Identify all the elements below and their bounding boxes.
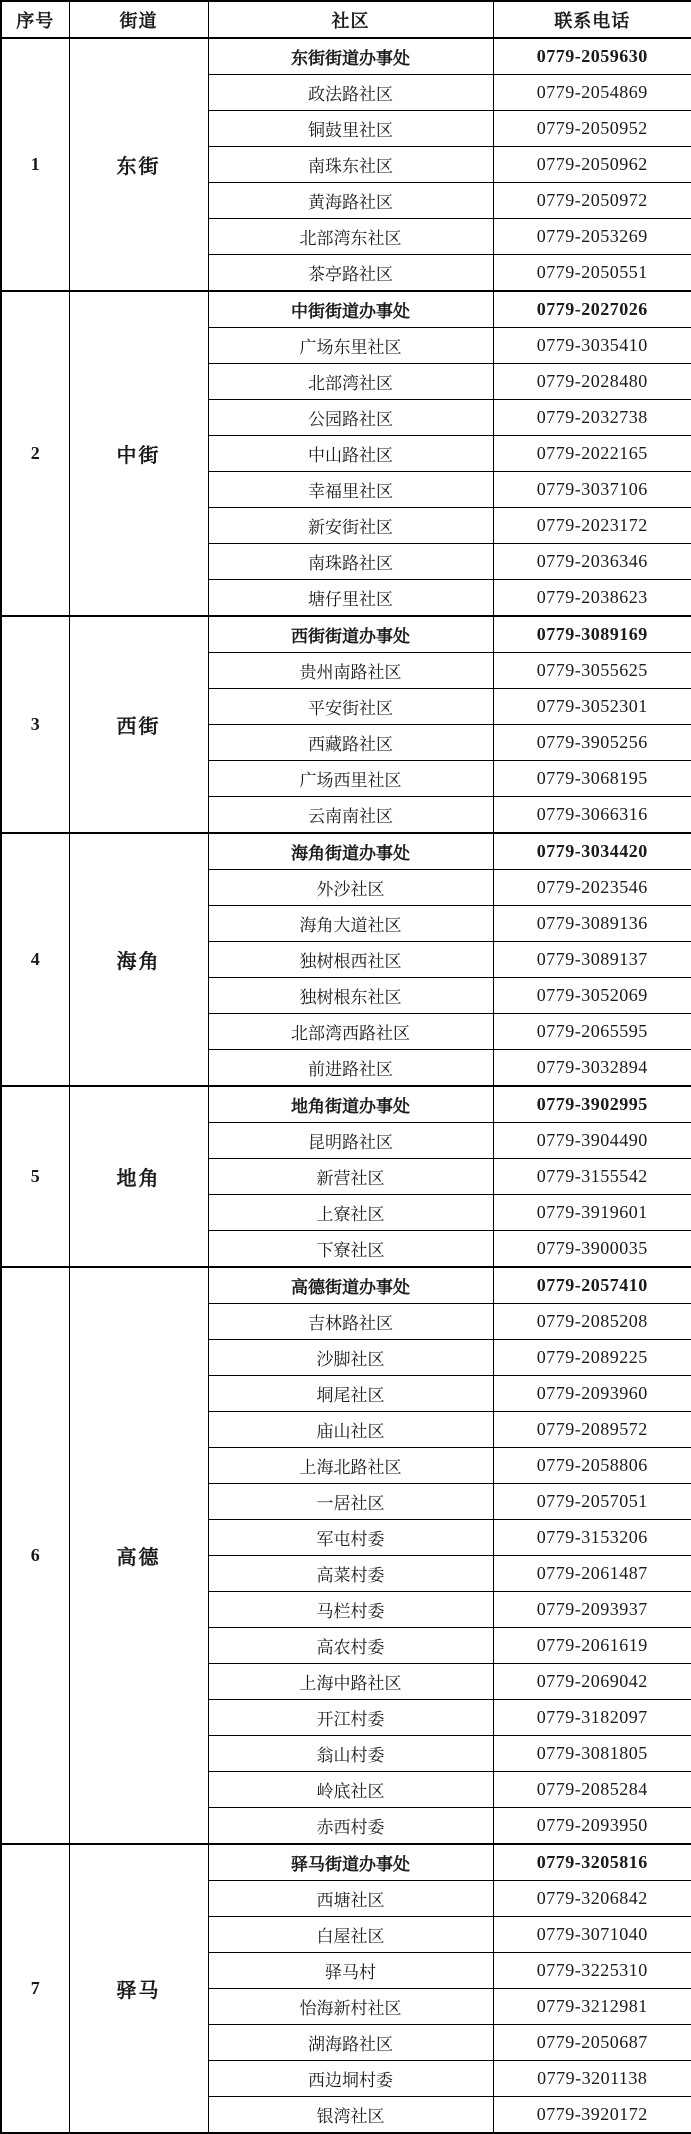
phone-number: 0779-3037106 <box>493 472 691 508</box>
phone-number: 0779-3068195 <box>493 761 691 797</box>
community-name: 广场东里社区 <box>208 328 493 364</box>
phone-number: 0779-2023546 <box>493 870 691 906</box>
column-header-phone: 联系电话 <box>493 1 691 38</box>
phone-number: 0779-2050972 <box>493 183 691 219</box>
phone-number: 0779-2093960 <box>493 1376 691 1412</box>
community-name: 新营社区 <box>208 1159 493 1195</box>
group-index-number: 3 <box>1 616 69 833</box>
community-name: 云南南社区 <box>208 797 493 834</box>
community-name: 独树根东社区 <box>208 978 493 1014</box>
community-name: 茶亭路社区 <box>208 255 493 292</box>
community-name: 庙山社区 <box>208 1412 493 1448</box>
community-name: 翁山村委 <box>208 1736 493 1772</box>
office-name: 中街街道办事处 <box>208 291 493 328</box>
office-row <box>1 1844 691 1881</box>
community-name: 一居社区 <box>208 1484 493 1520</box>
column-header-index: 序号 <box>1 1 69 38</box>
community-name: 下寮社区 <box>208 1231 493 1268</box>
phone-number: 0779-3052069 <box>493 978 691 1014</box>
community-name: 南珠路社区 <box>208 544 493 580</box>
phone-number: 0779-3153206 <box>493 1520 691 1556</box>
phone-number: 0779-3182097 <box>493 1700 691 1736</box>
community-name: 吉林路社区 <box>208 1304 493 1340</box>
community-name: 幸福里社区 <box>208 472 493 508</box>
phone-number: 0779-2059630 <box>493 38 691 75</box>
phone-number: 0779-2089572 <box>493 1412 691 1448</box>
street-name: 中街 <box>69 291 208 616</box>
community-name: 上寮社区 <box>208 1195 493 1231</box>
street-name: 海角 <box>69 833 208 1086</box>
group-index-number: 7 <box>1 1844 69 2133</box>
street-name: 高德 <box>69 1267 208 1844</box>
office-name: 高德街道办事处 <box>208 1267 493 1304</box>
community-name: 黄海路社区 <box>208 183 493 219</box>
column-header-street: 街道 <box>69 1 208 38</box>
office-row <box>1 616 691 653</box>
phone-number: 0779-3071040 <box>493 1917 691 1953</box>
phone-number: 0779-2093937 <box>493 1592 691 1628</box>
community-name: 公园路社区 <box>208 400 493 436</box>
phone-number: 0779-2050962 <box>493 147 691 183</box>
phone-number: 0779-2069042 <box>493 1664 691 1700</box>
street-name: 东街 <box>69 38 208 291</box>
community-name: 驿马村 <box>208 1953 493 1989</box>
office-name: 东街街道办事处 <box>208 38 493 75</box>
phone-number: 0779-3052301 <box>493 689 691 725</box>
phone-number: 0779-2023172 <box>493 508 691 544</box>
community-name: 上海北路社区 <box>208 1448 493 1484</box>
phone-number: 0779-3034420 <box>493 833 691 870</box>
office-row <box>1 1086 691 1123</box>
office-row <box>1 291 691 328</box>
community-name: 怡海新村社区 <box>208 1989 493 2025</box>
community-name: 铜鼓里社区 <box>208 111 493 147</box>
office-name: 海角街道办事处 <box>208 833 493 870</box>
office-row <box>1 38 691 75</box>
phone-number: 0779-3212981 <box>493 1989 691 2025</box>
phone-number: 0779-2038623 <box>493 580 691 617</box>
phone-number: 0779-2050687 <box>493 2025 691 2061</box>
community-name: 政法路社区 <box>208 75 493 111</box>
phone-number: 0779-2054869 <box>493 75 691 111</box>
community-name: 高菜村委 <box>208 1556 493 1592</box>
community-name: 新安街社区 <box>208 508 493 544</box>
community-name: 海角大道社区 <box>208 906 493 942</box>
phone-number: 0779-2061487 <box>493 1556 691 1592</box>
phone-number: 0779-3205816 <box>493 1844 691 1881</box>
table-body <box>1 38 691 2133</box>
community-name: 昆明路社区 <box>208 1123 493 1159</box>
phone-number: 0779-2058806 <box>493 1448 691 1484</box>
phone-number: 0779-2028480 <box>493 364 691 400</box>
phone-number: 0779-3206842 <box>493 1881 691 1917</box>
group-index-number: 5 <box>1 1086 69 1267</box>
group-index-number: 2 <box>1 291 69 616</box>
office-name: 驿马街道办事处 <box>208 1844 493 1881</box>
community-name: 高农村委 <box>208 1628 493 1664</box>
group-index-number: 4 <box>1 833 69 1086</box>
group-index-number: 1 <box>1 38 69 291</box>
phone-number: 0779-3055625 <box>493 653 691 689</box>
phone-number: 0779-2032738 <box>493 400 691 436</box>
phone-number: 0779-2089225 <box>493 1340 691 1376</box>
office-name: 西街街道办事处 <box>208 616 493 653</box>
header-row <box>1 1 691 38</box>
phone-number: 0779-2065595 <box>493 1014 691 1050</box>
community-name: 西塘社区 <box>208 1881 493 1917</box>
community-name: 广场西里社区 <box>208 761 493 797</box>
phone-number: 0779-2050551 <box>493 255 691 292</box>
community-name: 军屯村委 <box>208 1520 493 1556</box>
street-name: 西街 <box>69 616 208 833</box>
community-name: 垌尾社区 <box>208 1376 493 1412</box>
office-row <box>1 1267 691 1304</box>
office-name: 地角街道办事处 <box>208 1086 493 1123</box>
community-name: 外沙社区 <box>208 870 493 906</box>
phone-number: 0779-3081805 <box>493 1736 691 1772</box>
community-name: 上海中路社区 <box>208 1664 493 1700</box>
table-header <box>1 1 691 38</box>
phone-number: 0779-2085208 <box>493 1304 691 1340</box>
community-name: 西边垌村委 <box>208 2061 493 2097</box>
community-name: 西藏路社区 <box>208 725 493 761</box>
street-name: 驿马 <box>69 1844 208 2133</box>
community-name: 独树根西社区 <box>208 942 493 978</box>
phone-number: 0779-3089136 <box>493 906 691 942</box>
phone-number: 0779-2022165 <box>493 436 691 472</box>
phone-number: 0779-3902995 <box>493 1086 691 1123</box>
phone-number: 0779-2093950 <box>493 1808 691 1845</box>
phone-number: 0779-2050952 <box>493 111 691 147</box>
community-name: 岭底社区 <box>208 1772 493 1808</box>
community-name: 开江村委 <box>208 1700 493 1736</box>
community-name: 贵州南路社区 <box>208 653 493 689</box>
community-name: 塘仔里社区 <box>208 580 493 617</box>
community-name: 银湾社区 <box>208 2097 493 2134</box>
phone-number: 0779-3035410 <box>493 328 691 364</box>
community-name: 北部湾西路社区 <box>208 1014 493 1050</box>
phone-number: 0779-2053269 <box>493 219 691 255</box>
phone-number: 0779-3919601 <box>493 1195 691 1231</box>
phone-number: 0779-2057410 <box>493 1267 691 1304</box>
phone-number: 0779-2027026 <box>493 291 691 328</box>
phone-number: 0779-3089137 <box>493 942 691 978</box>
phone-number: 0779-2057051 <box>493 1484 691 1520</box>
phone-number: 0779-3032894 <box>493 1050 691 1087</box>
phone-number: 0779-3900035 <box>493 1231 691 1268</box>
community-name: 马栏村委 <box>208 1592 493 1628</box>
phone-number: 0779-3089169 <box>493 616 691 653</box>
phone-number: 0779-3225310 <box>493 1953 691 1989</box>
community-name: 南珠东社区 <box>208 147 493 183</box>
community-name: 沙脚社区 <box>208 1340 493 1376</box>
office-row <box>1 833 691 870</box>
community-name: 北部湾社区 <box>208 364 493 400</box>
group-index-number: 6 <box>1 1267 69 1844</box>
community-name: 前进路社区 <box>208 1050 493 1087</box>
community-name: 白屋社区 <box>208 1917 493 1953</box>
phone-number: 0779-3155542 <box>493 1159 691 1195</box>
phone-number: 0779-3066316 <box>493 797 691 834</box>
community-name: 北部湾东社区 <box>208 219 493 255</box>
phone-number: 0779-3904490 <box>493 1123 691 1159</box>
phone-number: 0779-2085284 <box>493 1772 691 1808</box>
community-name: 平安街社区 <box>208 689 493 725</box>
community-name: 湖海路社区 <box>208 2025 493 2061</box>
phone-number: 0779-3905256 <box>493 725 691 761</box>
phone-number: 0779-2036346 <box>493 544 691 580</box>
street-name: 地角 <box>69 1086 208 1267</box>
phone-number: 0779-3920172 <box>493 2097 691 2134</box>
phone-number: 0779-2061619 <box>493 1628 691 1664</box>
community-name: 赤西村委 <box>208 1808 493 1845</box>
community-name: 中山路社区 <box>208 436 493 472</box>
phone-number: 0779-3201138 <box>493 2061 691 2097</box>
column-header-community: 社区 <box>208 1 493 38</box>
